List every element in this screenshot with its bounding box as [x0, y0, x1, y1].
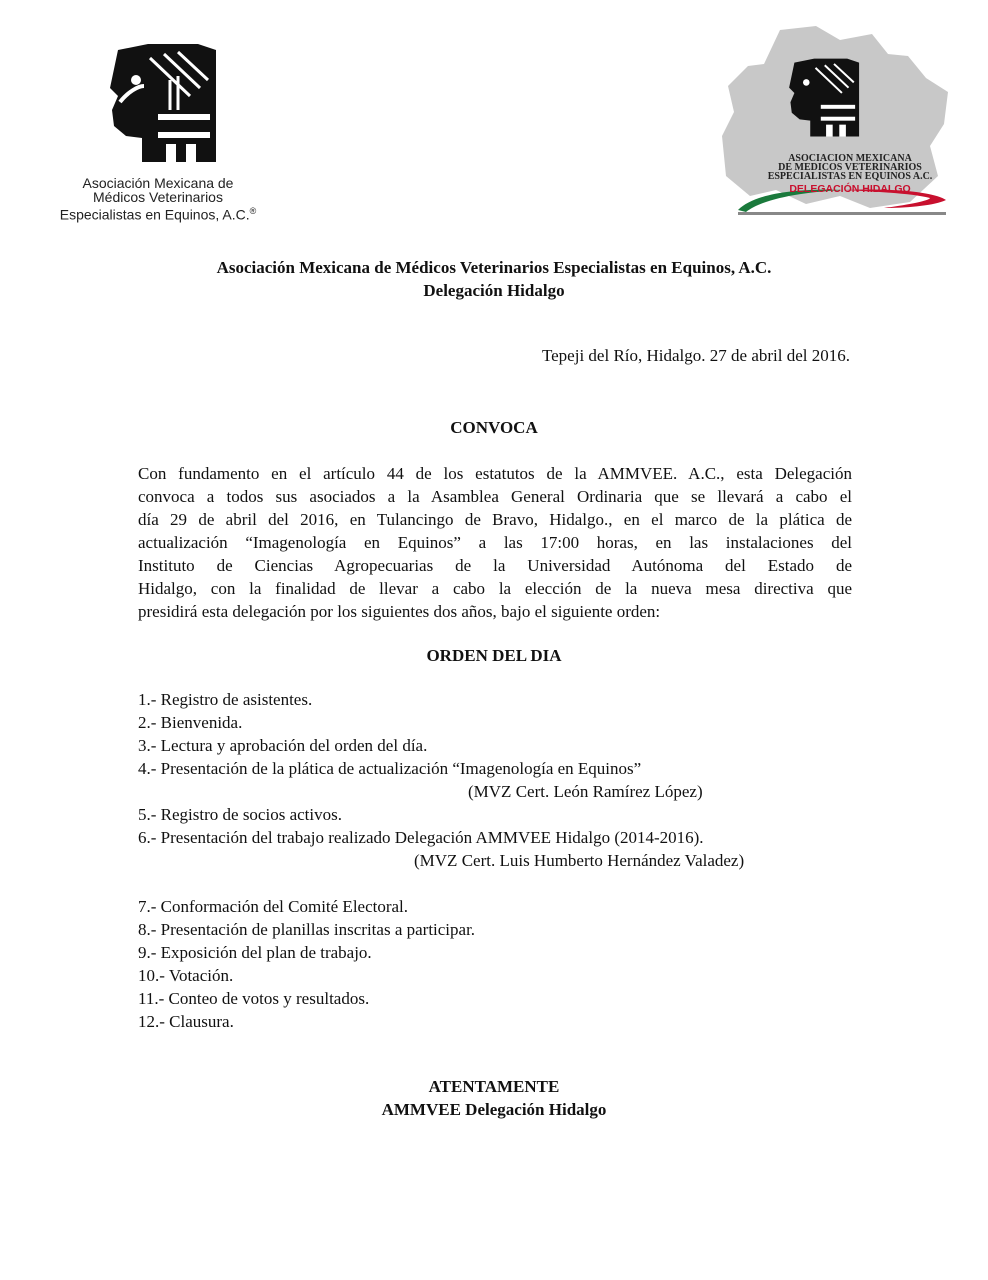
paragraph-line: presidirá esta delegación por los siguientes dos años, bajo el siguiente orden: [138, 602, 661, 621]
paragraph-line: actualización “Imagenología en Equinos” a las 17:00 horas, en las instalaciones del [138, 533, 852, 552]
logo-caption-line: Médicos Veterinarios [93, 189, 223, 205]
paragraph-line: Instituto de Ciencias Agropecuarias de la Universidad Autónoma del Estado de [138, 556, 852, 575]
logo-caption [48, 176, 268, 222]
logo-caption-line: Especialistas en Equinos, A.C.® [59, 206, 257, 223]
agenda-item: 7.- Conformación del Comité Electoral. [138, 897, 409, 916]
paragraph-line: Con fundamento en el artículo 44 de los estatutos de la AMMVEE. A.C., esta Delegación [138, 464, 852, 483]
agenda-item: 5.- Registro de socios activos. [138, 805, 342, 824]
agenda-item: 1.- Registro de asistentes. [138, 690, 313, 709]
agenda-item: 8.- Presentación de planillas inscritas a participar. [138, 920, 476, 939]
organization-title: Asociación Mexicana de Médicos Veterinarios Especialistas en Equinos, A.C. [216, 258, 772, 277]
agenda-item: 12.- Clausura. [138, 1012, 234, 1031]
convoca-heading: CONVOCA [450, 418, 538, 437]
paragraph-line: día 29 de abril del 2016, en Tulancingo de Bravo, Hidalgo., en el marco de la plática de [138, 510, 852, 529]
agenda-item: 2.- Bienvenida. [138, 713, 243, 732]
logo-caption-line: ESPECIALISTAS EN EQUINOS A.C. [767, 171, 933, 182]
logo-caption-line: DE MEDICOS VETERINARIOS [778, 162, 922, 173]
ammvee-logo [48, 40, 278, 230]
paragraph-line: convoca a todos sus asociados a la Asamblea General Ordinaria que se llevará a cabo el [138, 487, 852, 506]
delegation-name: DELEGACIÓN HIDALGO [789, 183, 911, 195]
delegation-logo-caption [760, 154, 940, 181]
logo-caption-line: Asociación Mexicana de [82, 175, 234, 191]
agenda-item: 4.- Presentación de la plática de actualización “Imagenología en Equinos” [138, 759, 642, 778]
agenda-title: ORDEN DEL DIA [426, 646, 562, 665]
agenda-presenter: (MVZ Cert. Luis Humberto Hernández Valadez) [414, 851, 745, 870]
delegation-logo [720, 26, 950, 226]
agenda-list [138, 688, 858, 1033]
logo-caption-line: ASOCIACION MEXICANA [788, 153, 912, 164]
agenda-item: 9.- Exposición del plan de trabajo. [138, 943, 372, 962]
agenda-presenter: (MVZ Cert. León Ramírez López) [468, 782, 703, 801]
agenda-item: 3.- Lectura y aprobación del orden del día. [138, 736, 428, 755]
closing-salutation: ATENTAMENTE [428, 1077, 560, 1096]
convocation-paragraph [138, 462, 852, 623]
delegation-title: Delegación Hidalgo [423, 281, 565, 300]
agenda-spacer [138, 872, 858, 895]
paragraph-line: Hidalgo, con la finalidad de llevar a cabo la elección de la nueva mesa directiva que [138, 579, 852, 598]
agenda-item: 11.- Conteo de votos y resultados. [138, 989, 370, 1008]
closing-signature: AMMVEE Delegación Hidalgo [381, 1100, 607, 1119]
registered-mark: ® [249, 206, 257, 216]
place-date: Tepeji del Río, Hidalgo. 27 de abril del 2016. [541, 346, 850, 365]
horse-head-icon [78, 40, 248, 170]
agenda-item: 6.- Presentación del trabajo realizado Delegación AMMVEE Hidalgo (2014-2016). [138, 828, 704, 847]
agenda-item: 10.- Votación. [138, 966, 234, 985]
